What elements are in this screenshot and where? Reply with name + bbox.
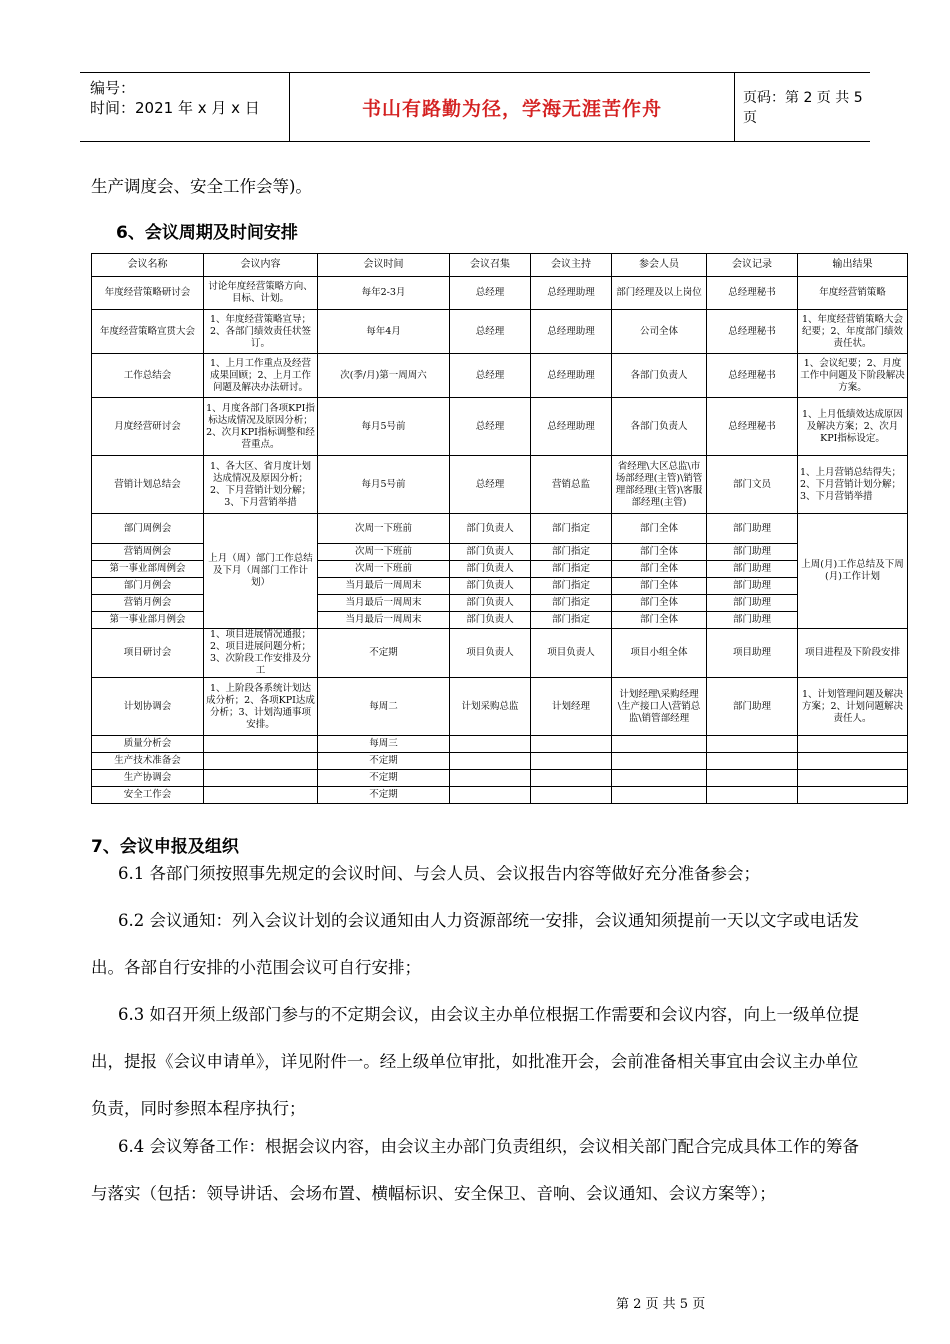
table-cell: 1、计划管理问题及解决方案；2、计划问题解决责任人。	[798, 678, 908, 736]
table-cell	[204, 770, 318, 787]
table-cell	[612, 770, 707, 787]
serial-label: 编号：	[90, 79, 136, 97]
table-cell	[531, 736, 612, 753]
table-cell: 生产协调会	[92, 770, 204, 787]
table-cell: 营销周例会	[92, 544, 204, 561]
table-cell: 部门助理	[707, 612, 798, 629]
table-cell: 每周三	[318, 736, 450, 753]
col-header: 参会人员	[612, 254, 707, 277]
table-cell: 不定期	[318, 770, 450, 787]
table-cell	[612, 736, 707, 753]
table-cell: 年度经营策略宣贯大会	[92, 310, 204, 354]
table-cell: 年度经营销策略	[798, 277, 908, 310]
table-cell: 项目小组全体	[612, 629, 707, 678]
table-cell: 总经理	[450, 277, 531, 310]
table-cell: 安全工作会	[92, 787, 204, 804]
table-cell: 质量分析会	[92, 736, 204, 753]
table-cell: 工作总结会	[92, 354, 204, 398]
table-cell: 总经理秘书	[707, 354, 798, 398]
paragraph-6-2: 6.2 会议通知：列入会议计划的会议通知由人力资源部统一安排，会议通知须提前一天以文字或电话发出。各部自行安排的小范围会议可自行安排；	[91, 911, 859, 977]
table-cell: 部门负责人	[450, 561, 531, 578]
col-header: 会议内容	[204, 254, 318, 277]
table-cell: 总经理助理	[531, 310, 612, 354]
col-header: 会议名称	[92, 254, 204, 277]
table-cell: 当月最后一周周末	[318, 612, 450, 629]
paragraph-6-4: 6.4 会议筹备工作：根据会议内容，由会议主办部门负责组织，会议相关部门配合完成具体工作的筹备与落实（包括：领导讲话、会场布置、横幅标识、安全保卫、音响、会议通知、会议方案等）；	[91, 1137, 859, 1203]
table-cell: 部门全体	[612, 544, 707, 561]
table-cell: 月度经营研讨会	[92, 398, 204, 456]
table-cell: 部门周例会	[92, 514, 204, 544]
table-cell	[204, 753, 318, 770]
table-cell: 公司全体	[612, 310, 707, 354]
table-cell: 计划经理	[531, 678, 612, 736]
table-cell: 营销计划总结会	[92, 456, 204, 514]
table-cell: 项目负责人	[450, 629, 531, 678]
table-cell	[204, 736, 318, 753]
table-cell: 次周一下班前	[318, 561, 450, 578]
table-cell: 部门助理	[707, 514, 798, 544]
table-cell	[531, 770, 612, 787]
table-cell: 项目进程及下阶段安排	[798, 629, 908, 678]
table-cell: 部门助理	[707, 544, 798, 561]
table-cell: 当月最后一周周末	[318, 595, 450, 612]
table-cell: 总经理	[450, 456, 531, 514]
table-cell: 1、年度经营策略宣导；2、各部门绩效责任状签订。	[204, 310, 318, 354]
section6-title: 6、会议周期及时间安排	[116, 223, 298, 243]
table-cell: 部门全体	[612, 578, 707, 595]
table-cell: 营销总监	[531, 456, 612, 514]
table-cell: 项目负责人	[531, 629, 612, 678]
table-cell: 部门负责人	[450, 612, 531, 629]
header-motto-cell	[290, 73, 735, 141]
table-cell: 1、年度经营销策略大会纪要；2、年度部门绩效责任状。	[798, 310, 908, 354]
table-cell: 部门指定	[531, 595, 612, 612]
table-cell	[798, 787, 908, 804]
table-cell	[531, 787, 612, 804]
table-cell: 各部门负责人	[612, 398, 707, 456]
table-cell: 部门指定	[531, 544, 612, 561]
col-header: 会议召集	[450, 254, 531, 277]
intro-line: 生产调度会、安全工作会等)。	[91, 177, 312, 196]
table-cell: 部门全体	[612, 612, 707, 629]
col-header: 输出结果	[798, 254, 908, 277]
table-cell	[531, 753, 612, 770]
header-page-cell	[735, 73, 870, 141]
table-cell: 每月5号前	[318, 398, 450, 456]
table-cell: 总经理助理	[531, 398, 612, 456]
table-cell: 各部门负责人	[612, 354, 707, 398]
table-row	[92, 629, 908, 678]
table-cell: 1、各大区、省月度计划达成情况及原因分析；2、下月营销计划分解；3、下月营销举措	[204, 456, 318, 514]
table-row	[92, 787, 908, 804]
table-cell: 不定期	[318, 787, 450, 804]
col-header: 会议记录	[707, 254, 798, 277]
table-cell: 部门助理	[707, 561, 798, 578]
table-row	[92, 354, 908, 398]
table-row	[92, 678, 908, 736]
meeting-schedule-table	[91, 253, 908, 804]
table-cell: 总经理秘书	[707, 277, 798, 310]
paragraph-6-3: 6.3 如召开须上级部门参与的不定期会议，由会议主办单位根据工作需要和会议内容，向上一级单位提出，提报《会议申请单》，详见附件一。经上级单位审批，如批准开会，会前准备相关事宜由会议主办单位负责，同时参照本程序执行；	[91, 1005, 859, 1118]
table-cell	[612, 787, 707, 804]
table-cell: 部门月例会	[92, 578, 204, 595]
table-cell	[707, 736, 798, 753]
table-cell: 部门经理及以上岗位	[612, 277, 707, 310]
table-cell: 1、月度各部门各项KPI指标达成情况及原因分析；2、次月KPI指标调整和经营重点。	[204, 398, 318, 456]
table-cell: 部门指定	[531, 561, 612, 578]
table-cell: 第一事业部周例会	[92, 561, 204, 578]
table-cell: 总经理	[450, 398, 531, 456]
table-cell: 项目助理	[707, 629, 798, 678]
table-cell: 部门全体	[612, 561, 707, 578]
page-footer: 第 2 页 共 5 页	[616, 1297, 706, 1312]
table-cell: 部门助理	[707, 578, 798, 595]
table-cell: 部门全体	[612, 595, 707, 612]
table-cell: 总经理秘书	[707, 310, 798, 354]
table-cell: 省经理\大区总监\市场部经理(主管)\销管理部经理(主管)\客服部经理(主管)	[612, 456, 707, 514]
table-row	[92, 398, 908, 456]
page-header	[80, 72, 870, 142]
table-cell	[450, 787, 531, 804]
table-cell: 总经理	[450, 354, 531, 398]
table-row	[92, 310, 908, 354]
table-cell: 计划协调会	[92, 678, 204, 736]
table-cell: 部门负责人	[450, 595, 531, 612]
table-header-row	[92, 254, 908, 277]
table-row	[92, 770, 908, 787]
table-cell: 总经理秘书	[707, 398, 798, 456]
table-cell: 部门全体	[612, 514, 707, 544]
table-row	[92, 736, 908, 753]
table-cell: 部门指定	[531, 612, 612, 629]
table-cell: 次周一下班前	[318, 544, 450, 561]
table-cell	[450, 736, 531, 753]
table-cell: 1、上月营销总结得失；2、下月营销计划分解；3、下月营销举措	[798, 456, 908, 514]
table-cell: 部门负责人	[450, 578, 531, 595]
table-cell: 每年2-3月	[318, 277, 450, 310]
paragraph-6-1: 6.1 各部门须按照事先规定的会议时间、与会人员、会议报告内容等做好充分准备参会；	[118, 864, 760, 883]
table-row	[92, 514, 908, 544]
table-cell: 生产技术准备会	[92, 753, 204, 770]
table-cell	[707, 770, 798, 787]
table-cell: 1、上月低绩效达成原因及解决方案；2、次月KPI指标设定。	[798, 398, 908, 456]
table-cell	[798, 770, 908, 787]
table-cell	[450, 753, 531, 770]
page-code: 页码：第 2 页 共 5 页	[743, 90, 863, 126]
table-cell: 不定期	[318, 753, 450, 770]
table-cell: 项目研讨会	[92, 629, 204, 678]
table-cell: 每月5号前	[318, 456, 450, 514]
table-cell: 1、会议纪要；2、月度工作中问题及下阶段解决方案。	[798, 354, 908, 398]
table-cell: 每年4月	[318, 310, 450, 354]
weekly-output-cell: 上周(月)工作总结及下周(月)工作计划	[798, 514, 908, 629]
table-cell: 次(季/月)第一周周六	[318, 354, 450, 398]
time-label: 时间：2021 年 x 月 x 日	[90, 99, 260, 117]
table-cell: 部门助理	[707, 678, 798, 736]
table-row	[92, 456, 908, 514]
table-cell: 总经理助理	[531, 354, 612, 398]
table-cell: 计划采购总监	[450, 678, 531, 736]
table-cell	[707, 787, 798, 804]
table-cell: 部门负责人	[450, 514, 531, 544]
table-cell: 不定期	[318, 629, 450, 678]
table-cell: 每周二	[318, 678, 450, 736]
table-cell: 部门指定	[531, 514, 612, 544]
table-cell	[204, 787, 318, 804]
table-cell: 部门助理	[707, 595, 798, 612]
table-cell: 总经理	[450, 310, 531, 354]
motto-text: 书山有路勤为径，学海无涯苦作舟	[361, 97, 662, 120]
table-row	[92, 753, 908, 770]
col-header: 会议时间	[318, 254, 450, 277]
table-cell: 部门文员	[707, 456, 798, 514]
table-cell: 年度经营策略研讨会	[92, 277, 204, 310]
table-cell: 计划经理\采购经理\生产接口人\营销总监\销管部经理	[612, 678, 707, 736]
table-cell	[707, 753, 798, 770]
table-cell: 次周一下班前	[318, 514, 450, 544]
table-cell	[798, 736, 908, 753]
section7-title: 7、会议申报及组织	[91, 837, 239, 857]
col-header: 会议主持	[531, 254, 612, 277]
table-cell: 总经理助理	[531, 277, 612, 310]
table-cell: 1、上月工作重点及经营成果回顾；2、上月工作问题及解决办法研讨。	[204, 354, 318, 398]
table-cell	[798, 753, 908, 770]
table-cell: 1、项目进展情况通报；2、项目进展问题分析；3、次阶段工作安排及分工	[204, 629, 318, 678]
table-cell	[450, 770, 531, 787]
table-cell: 营销月例会	[92, 595, 204, 612]
table-cell: 部门负责人	[450, 544, 531, 561]
table-cell	[612, 753, 707, 770]
header-info-cell	[80, 73, 290, 141]
weekly-content-cell: 上月（周）部门工作总结及下月（周部门工作计划）	[204, 514, 318, 629]
table-cell: 讨论年度经营策略方向、目标、计划。	[204, 277, 318, 310]
table-cell: 部门指定	[531, 578, 612, 595]
table-cell: 第一事业部月例会	[92, 612, 204, 629]
table-cell: 当月最后一周周末	[318, 578, 450, 595]
table-cell: 1、上阶段各系统计划达成分析；2、各项KPI达成分析；3、计划沟通事项安排。	[204, 678, 318, 736]
table-row	[92, 277, 908, 310]
